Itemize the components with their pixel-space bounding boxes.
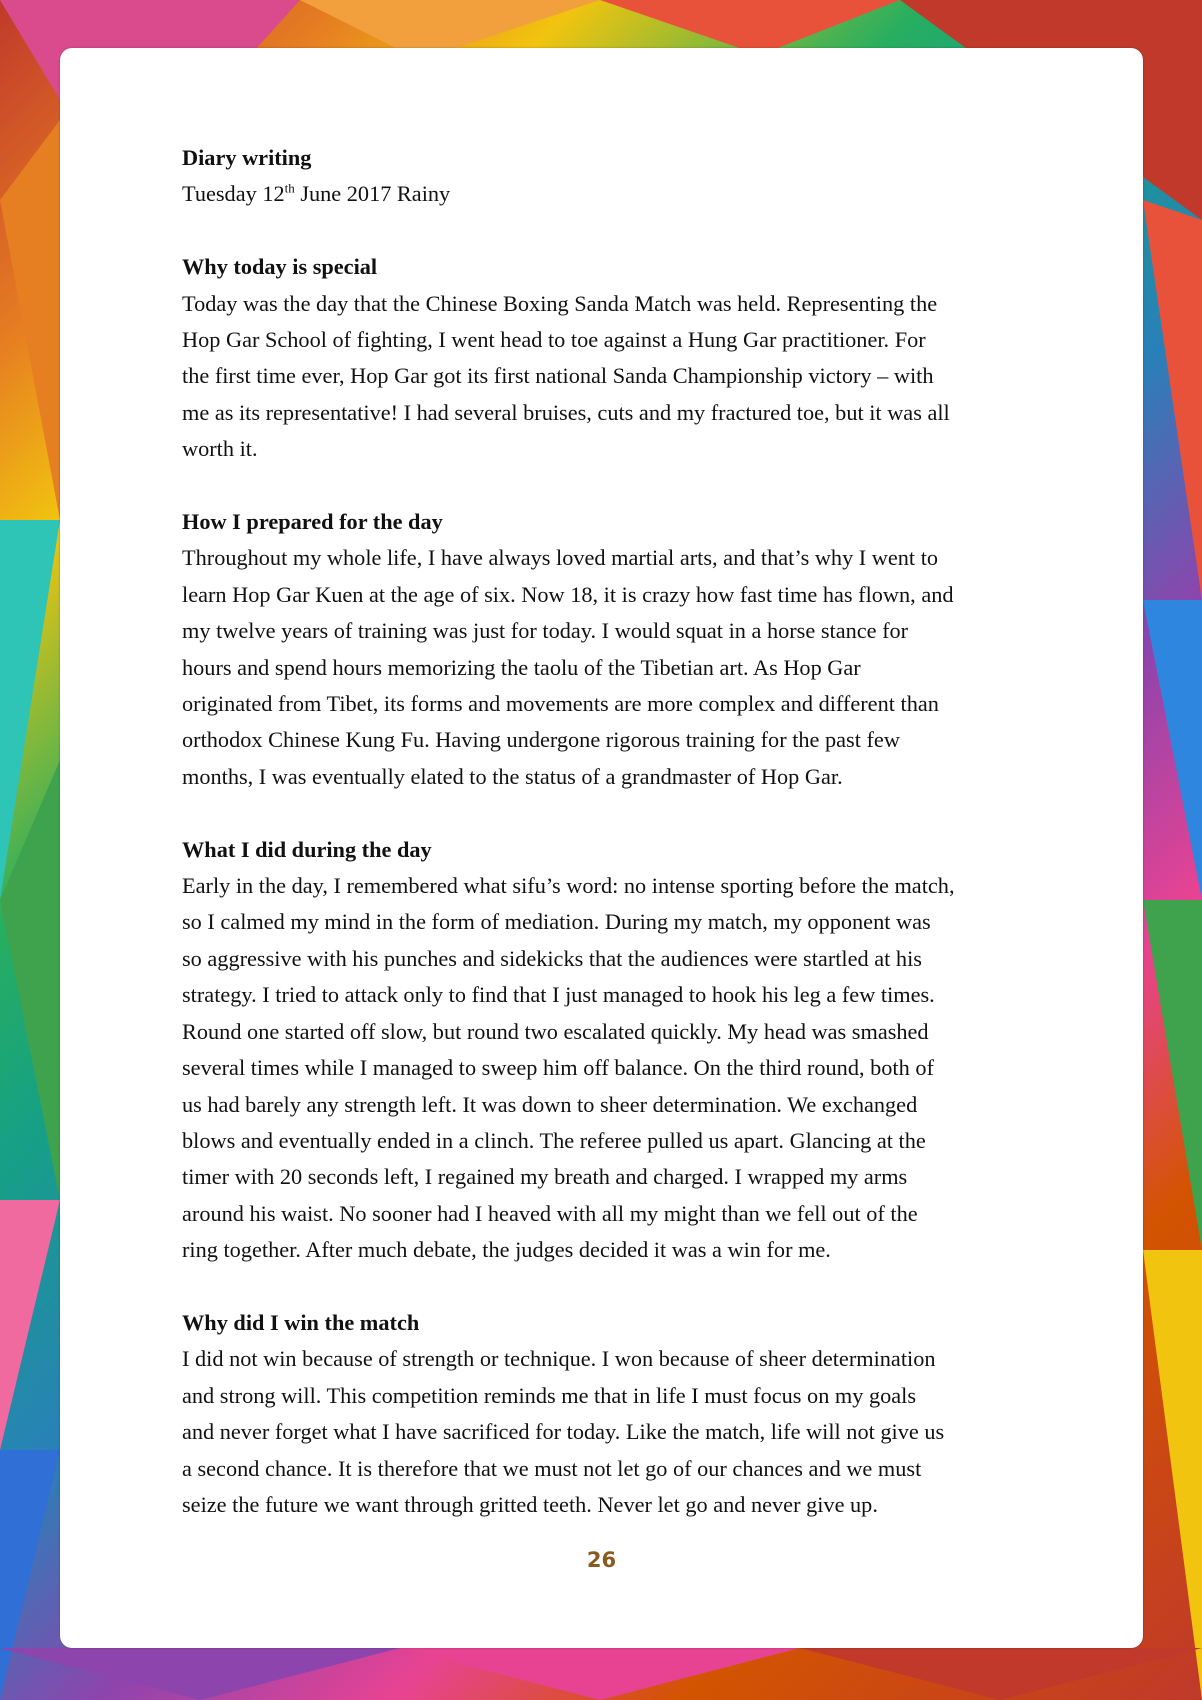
paragraph-line: learn Hop Gar Kuen at the age of six. Now 18, it is crazy how fast time has flown, and (182, 581, 954, 607)
paragraph-line: originated from Tibet, its forms and movements are more complex and different than (182, 691, 939, 717)
section-heading-what-did: What I did during the day (182, 836, 432, 862)
paragraph-line: Round one started off slow, but round two escalated quickly. My head was smashed (182, 1018, 929, 1044)
paragraph-line: strategy. I tried to attack only to find that I just managed to hook his leg a few times. (182, 982, 935, 1008)
section-heading-why-special: Why today is special (182, 254, 378, 280)
paragraph-line: so aggressive with his punches and sidekicks that the audiences were startled at his (182, 945, 922, 971)
paragraph-line: I did not win because of strength or technique. I won because of sheer determination (182, 1346, 936, 1372)
section-heading-why-win: Why did I win the match (182, 1309, 420, 1335)
date-suffix: th (284, 180, 295, 196)
paragraph-line: and never forget what I have sacrificed for today. Like the match, life will not give us (182, 1419, 945, 1445)
paragraph-line: months, I was eventually elated to the status of a grandmaster of Hop Gar. (182, 763, 843, 789)
paragraph-line: Throughout my whole life, I have always loved martial arts, and that’s why I went to (182, 545, 939, 571)
paragraph-line: hours and spend hours memorizing the taolu of the Tibetian art. As Hop Gar (182, 654, 861, 680)
paragraph-line: orthodox Chinese Kung Fu. Having undergone rigorous training for the past few (182, 727, 900, 753)
paragraph-line: timer with 20 seconds left, I regained my breath and charged. I wrapped my arms (182, 1164, 908, 1190)
paragraph-line: us had barely any strength left. It was down to sheer determination. We exchanged (182, 1091, 918, 1117)
paragraph-line: blows and eventually ended in a clinch. The referee pulled us apart. Glancing at the (182, 1127, 926, 1153)
spacer (182, 795, 1042, 831)
spacer (182, 1269, 1042, 1305)
paragraph-line: a second chance. It is therefore that we must not let go of our chances and we must (182, 1455, 922, 1481)
spacer (182, 468, 1042, 504)
paragraph-line: me as its representative! I had several bruises, cuts and my fractured toe, but it was all (182, 399, 950, 425)
paragraph-line: and strong will. This competition reminds me that in life I must focus on my goals (182, 1382, 917, 1408)
paragraph-line: several times while I managed to sweep him off balance. On the third round, both of (182, 1055, 934, 1081)
diary-date (182, 176, 1042, 212)
section-heading-how-prepared: How I prepared for the day (182, 509, 443, 535)
paragraph-line: Hop Gar School of fighting, I went head to toe against a Hung Gar practitioner. For (182, 327, 926, 353)
paragraph-line: ring together. After much debate, the judges decided it was a win for me. (182, 1237, 831, 1263)
paragraph-line: around his waist. No sooner had I heaved with all my might than we fell out of the (182, 1200, 918, 1226)
date-rest: June 2017 Rainy (294, 181, 451, 207)
date-prefix: Tuesday 12 (182, 181, 285, 207)
diary-title: Diary writing (182, 145, 312, 170)
page-number: 26 (586, 1548, 617, 1572)
diary-content (182, 140, 1042, 1523)
paragraph-line: seize the future we want through gritted teeth. Never let go and never give up. (182, 1491, 878, 1517)
paragraph-line: my twelve years of training was just for today. I would squat in a horse stance for (182, 618, 909, 644)
paragraph-line: worth it. (182, 436, 258, 462)
spacer (182, 213, 1042, 249)
paragraph-line: Today was the day that the Chinese Boxing Sanda Match was held. Representing the (182, 290, 938, 316)
paragraph-line: Early in the day, I remembered what sifu’s word: no intense sporting before the match, (182, 873, 955, 899)
document-page (60, 48, 1143, 1648)
paragraph-line: the first time ever, Hop Gar got its first national Sanda Championship victory – with (182, 363, 934, 389)
paragraph-line: so I calmed my mind in the form of mediation. During my match, my opponent was (182, 909, 931, 935)
